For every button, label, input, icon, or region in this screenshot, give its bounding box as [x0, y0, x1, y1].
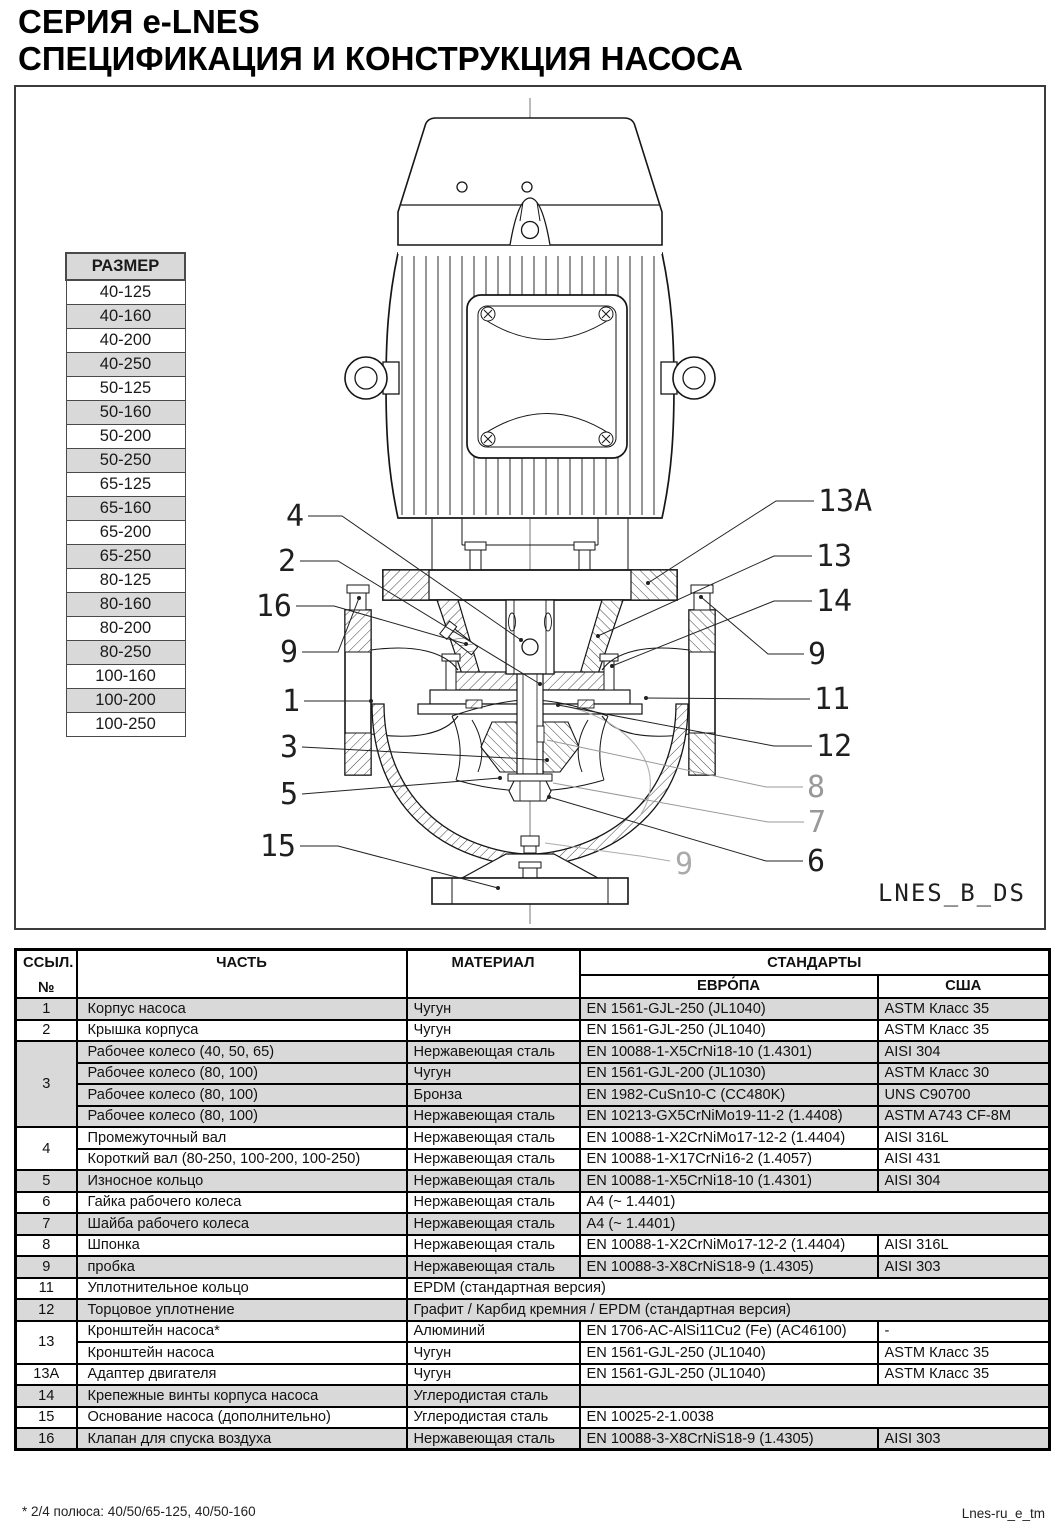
table-row	[16, 1213, 1050, 1235]
table-row	[16, 1063, 1050, 1085]
material-cell: Нержавеющая сталь	[407, 1170, 580, 1192]
ref-cell: 4	[16, 1127, 77, 1170]
table-row	[16, 1256, 1050, 1278]
size-row: 100-250	[66, 712, 185, 736]
header-part: ЧАСТЬ	[77, 950, 407, 999]
table-row	[16, 1428, 1050, 1450]
header-row	[16, 950, 1050, 975]
volute-ghost-line	[565, 706, 650, 814]
part-cell: Крепежные винты корпуса насоса	[77, 1385, 407, 1407]
europe-cell: EN 1561-GJL-200 (JL1030)	[580, 1063, 878, 1085]
europe-cell: EN 1561-GJL-250 (JL1040)	[580, 998, 878, 1020]
part-cell: Износное кольцо	[77, 1170, 407, 1192]
size-row: 40-125	[66, 280, 185, 304]
impeller-washer	[508, 774, 552, 781]
size-row: 40-160	[66, 304, 185, 328]
size-row: 65-160	[66, 496, 185, 520]
callout-6: 6	[807, 844, 826, 879]
material-cell: Графит / Карбид кремния / EPDM (стандартная версия)	[407, 1299, 1050, 1321]
material-cell: Нержавеющая сталь	[407, 1106, 580, 1128]
header-standards: СТАНДАРТЫ	[580, 950, 1050, 975]
size-row: 100-200	[66, 688, 185, 712]
title-series: СЕРИЯ e-LNES	[18, 3, 260, 40]
fan-cover-gap	[398, 245, 662, 254]
part-cell: Шпонка	[77, 1235, 407, 1257]
table-row	[16, 1106, 1050, 1128]
drain-plug	[521, 836, 539, 846]
part-cell: Рабочее колесо (80, 100)	[77, 1106, 407, 1128]
ref-cell: 3	[16, 1041, 77, 1127]
ref-cell: 8	[16, 1235, 77, 1257]
callout-7: 7	[808, 805, 827, 840]
callout-4: 4	[285, 499, 304, 534]
ref-cell: 6	[16, 1192, 77, 1214]
size-row: 65-250	[66, 544, 185, 568]
part-cell: Промежуточный вал	[77, 1127, 407, 1149]
part-cell: Рабочее колесо (80, 100)	[77, 1084, 407, 1106]
material-cell: Углеродистая сталь	[407, 1385, 580, 1407]
material-cell: Нержавеющая сталь	[407, 1256, 580, 1278]
table-row	[16, 1084, 1050, 1106]
usa-cell: AISI 304	[878, 1041, 1050, 1063]
usa-cell: ASTM A743 CF-8M	[878, 1106, 1050, 1128]
table-row	[16, 1170, 1050, 1192]
table-row	[16, 1041, 1050, 1063]
ref-cell: 13A	[16, 1364, 77, 1386]
drawing-code: LNES_B_DS	[877, 879, 1026, 907]
material-cell: Нержавеющая сталь	[407, 1041, 580, 1063]
callout-12: 12	[816, 729, 853, 764]
ref-cell: 15	[16, 1407, 77, 1429]
europe-cell: EN 10088-1-X17CrNi16-2 (1.4057)	[580, 1149, 878, 1171]
pump-bracket-right	[580, 600, 623, 674]
header-ref-line2: №	[38, 980, 55, 996]
material-cell: Углеродистая сталь	[407, 1407, 580, 1429]
europe-cell	[580, 1385, 1050, 1407]
usa-cell: -	[878, 1321, 1050, 1343]
callout-1: 1	[281, 684, 300, 719]
material-cell: Чугун	[407, 1020, 580, 1042]
europe-cell: EN 1561-GJL-250 (JL1040)	[580, 1342, 878, 1364]
size-row: 40-250	[66, 352, 185, 376]
table-row	[16, 1020, 1050, 1042]
table-row	[16, 1385, 1050, 1407]
ref-cell: 12	[16, 1299, 77, 1321]
callout-5: 5	[279, 777, 298, 812]
size-row: 80-200	[66, 616, 185, 640]
size-row: 50-125	[66, 376, 185, 400]
europe-cell: A4 (~ 1.4401)	[580, 1213, 1050, 1235]
callout-8: 8	[807, 770, 826, 805]
wear-ring-left	[466, 700, 482, 708]
callout-15: 15	[259, 829, 296, 864]
poles-footnote: * 2/4 полюса: 40/50/65-125, 40/50-160	[22, 1504, 256, 1519]
size-row: 65-200	[66, 520, 185, 544]
ref-cell: 9	[16, 1256, 77, 1278]
usa-cell: AISI 316L	[878, 1127, 1050, 1149]
ref-cell: 2	[16, 1020, 77, 1042]
coupling-guard	[506, 600, 554, 674]
usa-cell: AISI 316L	[878, 1235, 1050, 1257]
usa-cell: AISI 431	[878, 1149, 1050, 1171]
table-row	[16, 1407, 1050, 1429]
europe-cell: EN 10025-2-1.0038	[580, 1407, 1050, 1429]
ref-cell: 16	[16, 1428, 77, 1450]
size-row: 100-160	[66, 664, 185, 688]
material-cell: Чугун	[407, 1342, 580, 1364]
usa-cell: ASTM Класс 35	[878, 1020, 1050, 1042]
part-cell: Шайба рабочего колеса	[77, 1213, 407, 1235]
usa-cell: ASTM Класс 35	[878, 998, 1050, 1020]
material-cell: Алюминий	[407, 1321, 580, 1343]
callout-13a: 13A	[818, 484, 873, 519]
part-cell: Торцовое уплотнение	[77, 1299, 407, 1321]
size-row: 50-200	[66, 424, 185, 448]
part-cell: Корпус насоса	[77, 998, 407, 1020]
europe-cell: EN 1706-AC-AlSi11Cu2 (Fe) (AC46100)	[580, 1321, 878, 1343]
part-cell: Рабочее колесо (40, 50, 65)	[77, 1041, 407, 1063]
material-cell: Нержавеющая сталь	[407, 1192, 580, 1214]
ref-cell: 14	[16, 1385, 77, 1407]
europe-cell: EN 10088-1-X5CrNi18-10 (1.4301)	[580, 1170, 878, 1192]
europe-cell: A4 (~ 1.4401)	[580, 1192, 1050, 1214]
europe-cell: EN 10088-1-X2CrNiMo17-12-2 (1.4404)	[580, 1235, 878, 1257]
europe-cell: EN 1561-GJL-250 (JL1040)	[580, 1364, 878, 1386]
callout-2: 2	[277, 544, 296, 579]
table-row	[16, 1364, 1050, 1386]
table-row	[16, 1127, 1050, 1149]
europe-cell: EN 10088-1-X2CrNiMo17-12-2 (1.4404)	[580, 1127, 878, 1149]
size-row: 65-125	[66, 472, 185, 496]
usa-cell: ASTM Класс 35	[878, 1364, 1050, 1386]
header-ref	[16, 950, 77, 999]
table-row	[16, 1149, 1050, 1171]
callout-9-right: 9	[808, 637, 827, 672]
table-row	[16, 1192, 1050, 1214]
europe-cell: EN 10088-1-X5CrNi18-10 (1.4301)	[580, 1041, 878, 1063]
part-cell: Крышка корпуса	[77, 1020, 407, 1042]
part-cell: Основание насоса (дополнительно)	[77, 1407, 407, 1429]
size-row: 50-160	[66, 400, 185, 424]
material-cell: Нержавеющая сталь	[407, 1213, 580, 1235]
part-cell: Короткий вал (80-250, 100-200, 100-250)	[77, 1149, 407, 1171]
usa-cell: AISI 303	[878, 1256, 1050, 1278]
document-code: Lnes-ru_e_tm	[961, 1506, 1045, 1521]
part-cell: Кронштейн насоса	[77, 1342, 407, 1364]
material-cell: Чугун	[407, 1364, 580, 1386]
part-cell: пробка	[77, 1256, 407, 1278]
material-cell: Нержавеющая сталь	[407, 1428, 580, 1450]
part-cell: Гайка рабочего колеса	[77, 1192, 407, 1214]
callout-13: 13	[816, 539, 853, 574]
part-cell: Кронштейн насоса*	[77, 1321, 407, 1343]
header-europe: ЕВРО́ПА	[580, 975, 878, 998]
header-ref-line1: ССЫЛ.	[23, 955, 74, 971]
ref-cell: 13	[16, 1321, 77, 1364]
callout-9-inner: 9	[674, 847, 694, 882]
pump-drawing-panel	[14, 85, 1046, 930]
ref-cell: 5	[16, 1170, 77, 1192]
size-row: 50-250	[66, 448, 185, 472]
table-row	[16, 998, 1050, 1020]
material-cell: Чугун	[407, 998, 580, 1020]
table-row	[16, 1235, 1050, 1257]
callout-11: 11	[814, 682, 851, 717]
ref-cell: 1	[16, 998, 77, 1020]
europe-cell: EN 10088-3-X8CrNiS18-9 (1.4305)	[580, 1256, 878, 1278]
base-plate	[432, 878, 628, 904]
table-row	[16, 1278, 1050, 1300]
europe-cell: EN 1982-CuSn10-C (CC480K)	[580, 1084, 878, 1106]
material-cell: Чугун	[407, 1063, 580, 1085]
callout-9-left: 9	[279, 635, 298, 670]
part-cell: Рабочее колесо (80, 100)	[77, 1063, 407, 1085]
callout-14: 14	[816, 584, 853, 619]
callout-16: 16	[255, 589, 292, 624]
europe-cell: EN 1561-GJL-250 (JL1040)	[580, 1020, 878, 1042]
shaft-key	[537, 726, 544, 742]
size-row: 80-160	[66, 592, 185, 616]
part-cell: Уплотнительное кольцо	[77, 1278, 407, 1300]
material-cell: Бронза	[407, 1084, 580, 1106]
page-title	[18, 4, 743, 78]
usa-cell: ASTM Класс 35	[878, 1342, 1050, 1364]
ref-cell: 7	[16, 1213, 77, 1235]
material-cell: EPDM (стандартная версия)	[407, 1278, 1050, 1300]
ref-cell: 11	[16, 1278, 77, 1300]
header-usa: США	[878, 975, 1050, 998]
usa-cell: UNS C90700	[878, 1084, 1050, 1106]
part-cell: Адаптер двигателя	[77, 1364, 407, 1386]
material-cell: Нержавеющая сталь	[407, 1235, 580, 1257]
parts-table	[14, 948, 1051, 1451]
title-subject: СПЕЦИФИКАЦИЯ И КОНСТРУКЦИЯ НАСОСА	[18, 39, 743, 77]
size-row: 40-200	[66, 328, 185, 352]
usa-cell: AISI 304	[878, 1170, 1050, 1192]
table-row	[16, 1299, 1050, 1321]
usa-cell: AISI 303	[878, 1428, 1050, 1450]
callout-3: 3	[279, 730, 298, 765]
usa-cell: ASTM Класс 30	[878, 1063, 1050, 1085]
europe-cell: EN 10213-GX5CrNiMo19-11-2 (1.4408)	[580, 1106, 878, 1128]
impeller-nut	[509, 781, 551, 801]
size-table	[65, 252, 186, 737]
material-cell: Нержавеющая сталь	[407, 1127, 580, 1149]
size-table-header: РАЗМЕР	[66, 253, 185, 280]
pump-geometry	[345, 98, 715, 924]
size-row: 80-125	[66, 568, 185, 592]
material-cell: Нержавеющая сталь	[407, 1149, 580, 1171]
table-row	[16, 1342, 1050, 1364]
wear-ring-right	[578, 700, 594, 708]
europe-cell: EN 10088-3-X8CrNiS18-9 (1.4305)	[580, 1428, 878, 1450]
part-cell: Клапан для спуска воздуха	[77, 1428, 407, 1450]
table-row	[16, 1321, 1050, 1343]
header-material: МАТЕРИАЛ	[407, 950, 580, 999]
size-row: 80-250	[66, 640, 185, 664]
